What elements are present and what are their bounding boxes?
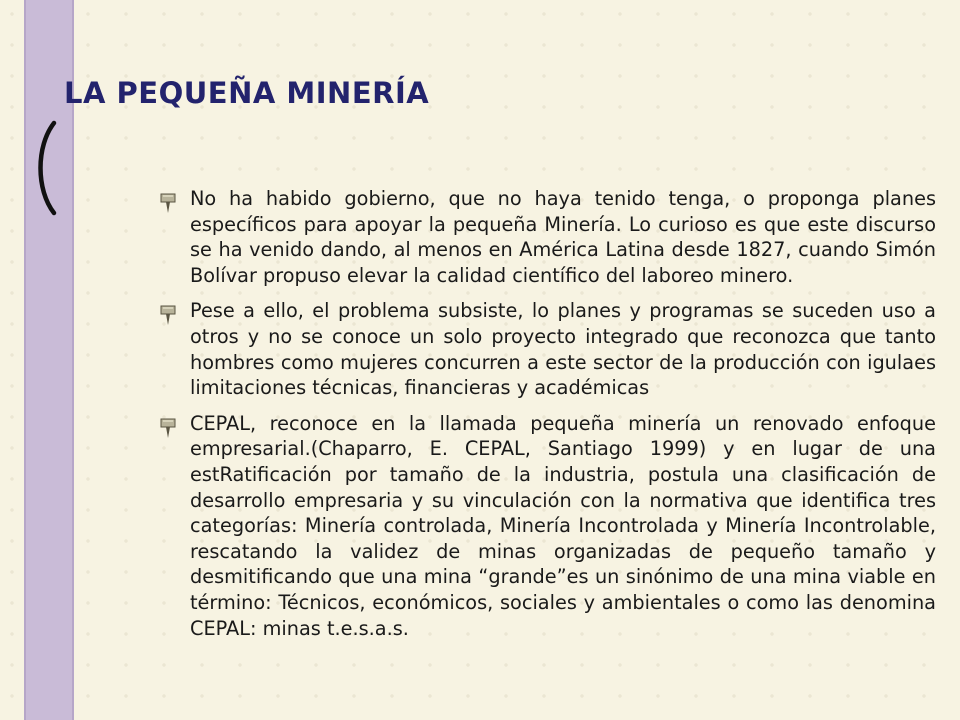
bullet-text: Pese a ello, el problema subsiste, lo planes y programas se suceden uso a otros y no se conoce un solo proyecto integrado que reconozca que tanto hombres como mujeres concurren a este sector de la producción con igulaes limitaciones técnicas, financieras y académicas (190, 299, 936, 400)
bracket-ornament (30, 120, 60, 216)
bullet-list (158, 186, 936, 651)
bullet-text: No ha habido gobierno, que no haya tenido tenga, o proponga planes específicos para apoyar la pequeña Minería. Lo curioso es que este discurso se ha venido dando, al menos en América Latina desde 1827, cuando Simón Bolívar propuso elevar la calidad científico del laboreo minero. (190, 187, 936, 287)
pushpin-icon (158, 192, 178, 214)
bullet-item (158, 186, 936, 288)
bullet-item (158, 298, 936, 400)
slide-title: LA PEQUEÑA MINERÍA (64, 76, 430, 110)
pushpin-icon (158, 417, 178, 439)
bullet-item (158, 411, 936, 641)
pushpin-icon (158, 304, 178, 326)
bullet-text: CEPAL, reconoce en la llamada pequeña minería un renovado enfoque empresarial.(Chaparro, E. CEPAL, Santiago 1999) y en lugar de una estRatificación por tamaño de la industria, postula una clasificación de desarrollo empresaria y su vinculación con la normativa que identifica tres categorías: Minería controlada, Minería Incontrolada y Minería Incontrolable, rescatando la validez de minas organizadas de pequeño tamaño y desmitificando que una mina “grande”es un sinónimo de una mina viable en término: Técnicos, económicos, sociales y ambientales o como las denomina CEPAL: minas t.e.s.a.s. (190, 411, 936, 640)
